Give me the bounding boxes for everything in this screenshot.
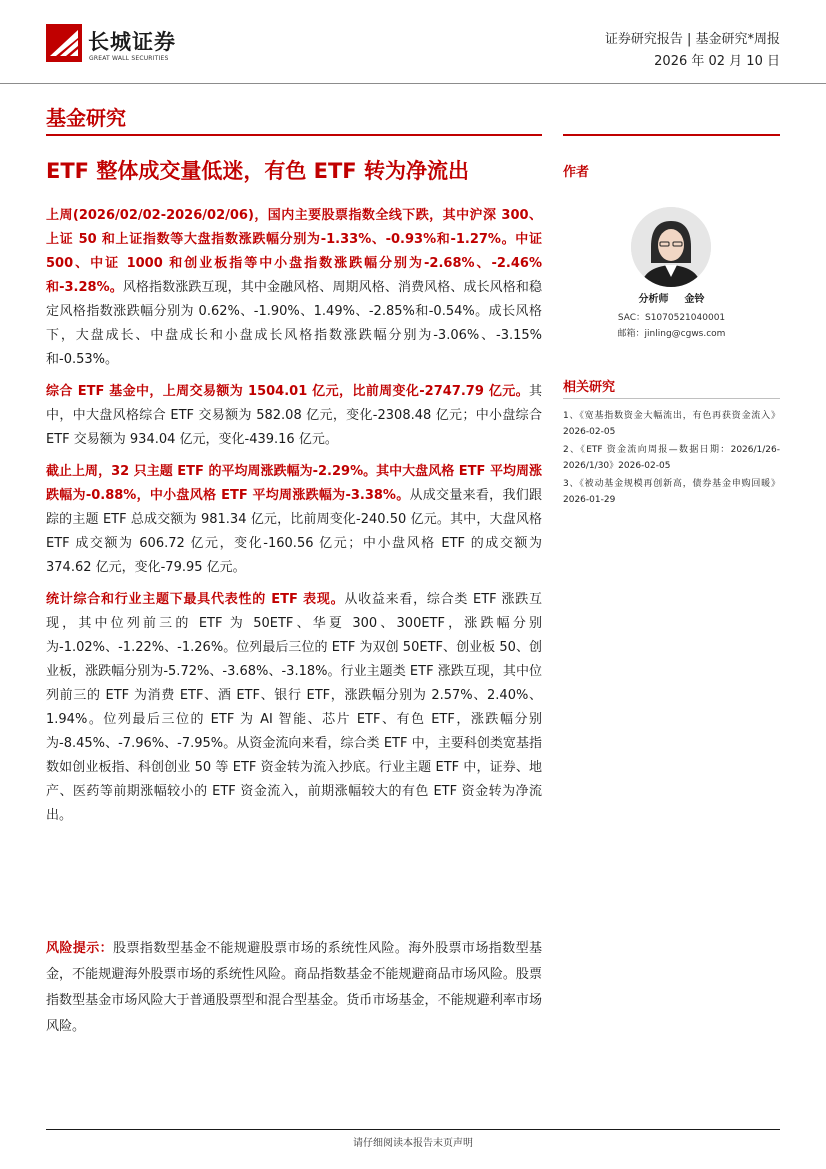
company-logo [46,24,196,66]
report-type: 证券研究报告 | 基金研究*周报 [604,32,780,47]
report-date: 2026 年 02 月 10 日 [654,54,780,69]
paragraph-lead: 综合 ETF 基金中，上周交易额为 1504.01 亿元，比前周变化-2747.79 亿元。 [46,384,529,399]
report-body [46,204,542,836]
related-item[interactable]: 3、《被动基金规模再创新高，债券基金申购回暖》2026-01-29 [563,479,780,505]
paragraph-text: 风格指数涨跌互现，其中金融风格、周期风格、消费风格、成长风格和稳定风格指数涨跌幅分别为 0.62%、-1.90%、1.49%、-2.85%和-0.54%。成长风格下，大盘成长、中盘成长和小盘成长风格指数涨跌幅分别为-3.06%、-3.15%和-0.53%。 [46,280,542,367]
paragraph-representative-etf [46,588,542,828]
author-name: 金铃 [684,294,705,305]
main-column-rule [46,134,542,136]
related-divider [563,398,780,399]
related-research-heading: 相关研究 [563,380,616,395]
sidebar-rule [563,134,780,136]
person-portrait-icon [631,207,711,287]
risk-warning [46,936,542,1040]
paragraph-text: 从收益来看，综合类 ETF 涨跌互现，其中位列前三的 ETF 为 50ETF、华夏 300、300ETF，涨跌幅分别为-1.02%、-1.22%、-1.26%。位列最后三位的 ETF 为双创 50ETF、创业板 50、创业板，涨跌幅分别为-5.72%、-3.68%、-3.18%。行业主题类 ETF 涨跌互现，其中位列前三的 ETF 为消费 ETF、酒 ETF、银行 ETF，涨跌幅分别为 2.57%、2.40%、1.94%。位列最后三位的 ETF 为 AI 智能、芯片 ETF、有色 ETF，涨跌幅分别为-8.45%、-7.96%、-7.95%。从资金流向来看，综合类 ETF 中，主要科创类宽基指数如创业板指、科创创业 50 等 ETF 资金转为流入抄底。行业主题 ETF 中，证券、地产、医药等前期涨幅较小的 ETF 资金流入，前期涨幅较大的有色 ETF 资金转为净流出。 [46,592,542,823]
author-heading: 作者 [563,165,590,180]
author-sac: SAC：S1070521040001 [617,313,726,323]
great-wall-logo-icon [46,24,82,62]
report-meta [605,29,780,73]
footer-divider [46,1129,780,1130]
author-avatar [631,207,711,287]
related-research-list [563,408,780,510]
paragraph-text: 其中，中大盘风格综合 ETF 交易额为 582.08 亿元，变化-2308.48 亿元；中小盘综合 ETF 交易额为 934.04 亿元，变化-439.16 亿元。 [46,384,542,447]
report-title: ETF 整体成交量低迷，有色 ETF 转为净流出 [46,159,469,183]
logo-text-en: GREAT WALL SECURITIES [89,55,169,62]
risk-text: 股票指数型基金不能规避股票市场的系统性风险。海外股票市场指数型基金，不能规避海外股票市场的系统性风险。商品指数基金不能规避商品市场风险。股票指数型基金市场风险大于普通股票型和混合型基金。货币市场基金，不能规避利率市场风险。 [46,941,542,1034]
paragraph-text: 从成交量来看，我们跟踪的主题 ETF 总成交额为 981.34 亿元，比前周变化-240.50 亿元。其中，大盘风格 ETF 成交额为 606.72 亿元，变化-160.56 亿元；中小盘风格 ETF 的成交额为 374.62 亿元，变化-79.95 亿元。 [46,488,542,575]
section-title: 基金研究 [46,106,126,130]
author-line [563,290,780,305]
logo-text-cn: 长城证券 [88,30,176,54]
related-item[interactable]: 2、《ETF 资金流向周报—数据日期：2026/1/26-2026/1/30》2026-02-05 [563,445,780,471]
paragraph-market-indices [46,204,542,372]
paragraph-theme-etf [46,460,542,580]
header-divider [0,83,826,84]
risk-label: 风险提示： [46,941,114,956]
paragraph-lead: 上周(2026/02/02-2026/02/06)，国内主要股票指数全线下跌，其中沪深 300、上证 50 和上证指数等大盘指数涨跌幅分别为-1.33%、-0.93%和-1.27%。中证 500、中证 1000 和创业板指等中小盘指数涨跌幅分别为-2.68%、-2.46%和-3.28%。 [46,208,542,295]
author-role: 分析师 [638,294,669,305]
footer-disclaimer: 请仔细阅读本报告末页声明 [353,1138,473,1149]
paragraph-lead: 统计综合和行业主题下最具代表性的 ETF 表现。 [46,592,345,607]
related-item[interactable]: 1、《宽基指数资金大幅流出，有色再获资金流入》2026-02-05 [563,411,780,437]
author-email[interactable]: 邮箱：jinling@cgws.com [617,329,726,339]
paragraph-lead: 截止上周，32 只主题 ETF 的平均周涨跌幅为-2.29%。其中大盘风格 ETF 平均周涨跌幅为-0.88%，中小盘风格 ETF 平均周涨跌幅为-3.38%。 [46,464,542,503]
paragraph-composite-etf [46,380,542,452]
